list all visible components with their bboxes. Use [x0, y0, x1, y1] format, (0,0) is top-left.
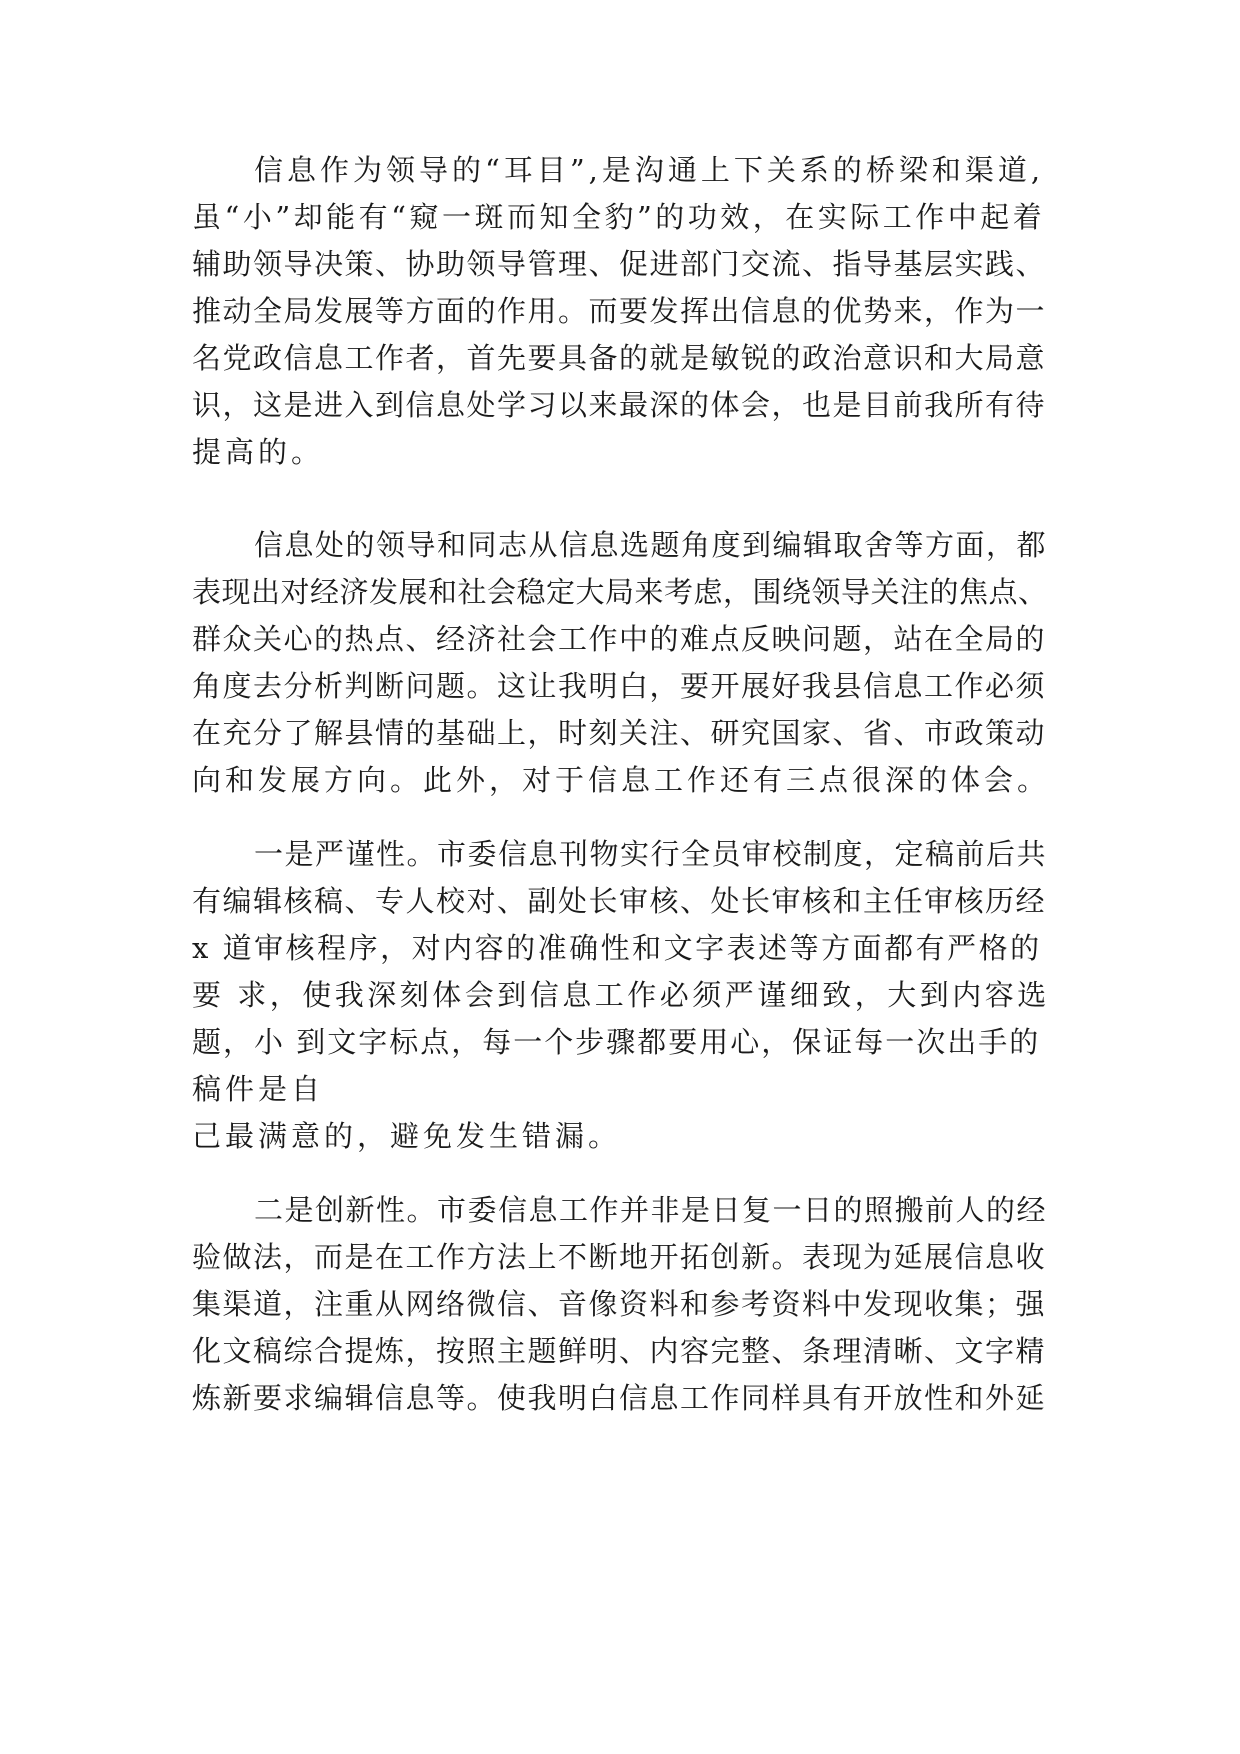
paragraph-line: 要 求，使我深刻体会到信息工作必须严谨细致，大到内容选 [192, 978, 1050, 1012]
paragraph-line: 炼新要求编辑信息等。使我明白信息工作同样具有开放性和外延 [192, 1381, 1047, 1415]
paragraph-line: 题，小 到文字标点，每一个步骤都要用心，保证每一次出手的 [192, 1025, 1041, 1059]
paragraph-line: 二是创新性。市委信息工作并非是日复一日的照搬前人的经 [254, 1193, 1048, 1227]
paragraph-line: 推动全局发展等方面的作用。而要发挥出信息的优势来，作为一 [192, 294, 1047, 328]
paragraph-line: 识，这是进入到信息处学习以来最深的体会，也是目前我所有待 [192, 388, 1047, 422]
paragraph-line: 集渠道，注重从网络微信、音像资料和参考资料中发现收集；强 [192, 1287, 1047, 1321]
paragraph-line: 验做法，而是在工作方法上不断地开拓创新。表现为延展信息收 [192, 1240, 1047, 1274]
paragraph-line: x 道审核程序，对内容的准确性和文字表述等方面都有严格的 [192, 931, 1042, 965]
paragraph-line: 角度去分析判断问题。这让我明白，要开展好我县信息工作必须 [192, 669, 1047, 703]
paragraph-line: 有编辑核稿、专人校对、副处长审核、处长审核和主任审核历经 [192, 884, 1047, 918]
paragraph-line: 虽“小”却能有“窥一斑而知全豹”的功效，在实际工作中起着 [192, 200, 1046, 234]
paragraph-line: 群众关心的热点、经济社会工作中的难点反映问题，站在全局的 [192, 622, 1047, 656]
paragraph-line: 稿件是自 [192, 1072, 325, 1106]
paragraph-line: 己最满意的，避免发生错漏。 [192, 1119, 622, 1153]
paragraph-line: 名党政信息工作者，首先要具备的就是敏锐的政治意识和大局意 [192, 341, 1047, 375]
paragraph-line: 信息处的领导和同志从信息选题角度到编辑取舍等方面，都 [254, 528, 1048, 562]
paragraph-line: 在充分了解县情的基础上，时刻关注、研究国家、省、市政策动 [192, 716, 1047, 750]
paragraph-line: 信息作为领导的“耳目”,是沟通上下关系的桥梁和渠道, [254, 153, 1045, 187]
paragraph-line: 化文稿综合提炼，按照主题鲜明、内容完整、条理清晰、文字精 [192, 1334, 1047, 1368]
paragraph-line: 提高的。 [192, 435, 325, 469]
paragraph-line: 向和发展方向。此外，对于信息工作还有三点很深的体会。 [192, 763, 1051, 797]
paragraph-line: 辅助领导决策、协助领导管理、促进部门交流、指导基层实践、 [192, 247, 1047, 281]
paragraph-line: 表现出对经济发展和社会稳定大局来考虑，围绕领导关注的焦点、 [192, 575, 1048, 609]
paragraph-line: 一是严谨性。市委信息刊物实行全员审校制度，定稿前后共 [254, 837, 1048, 871]
